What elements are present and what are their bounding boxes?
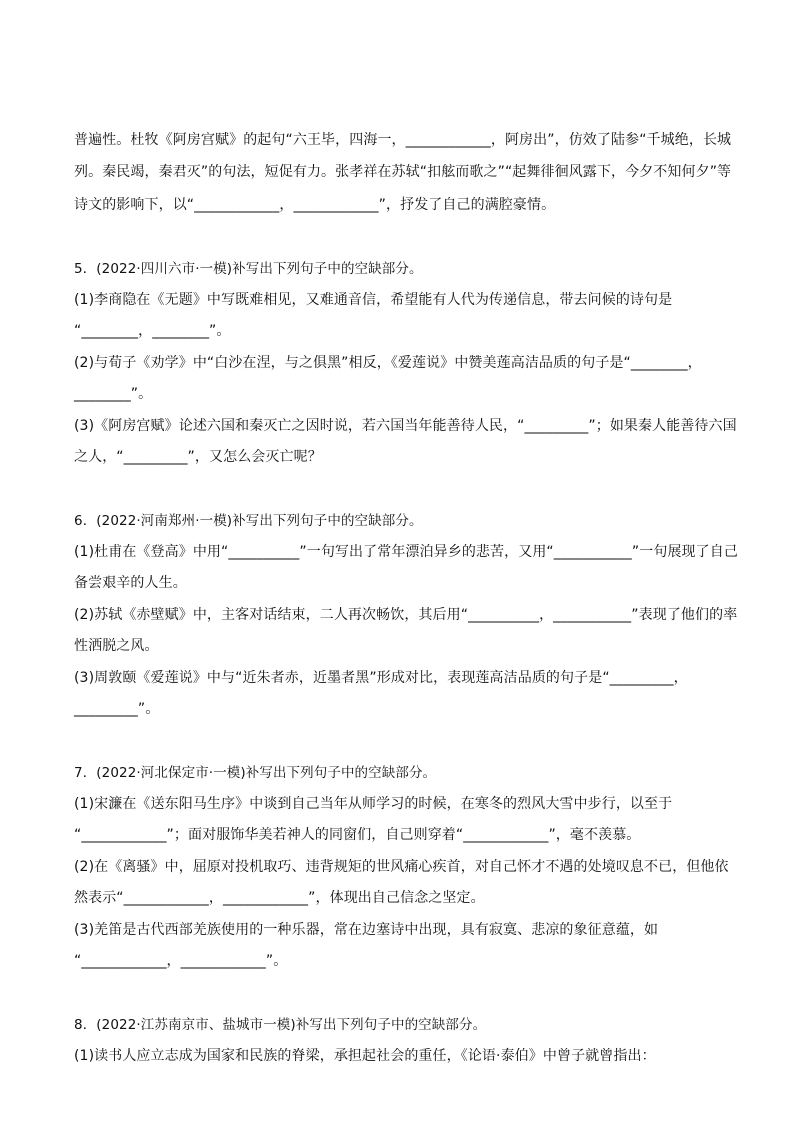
question-7-line: (1)宋濂在《送东阳马生序》中谈到自己当年从师学习的时候，在寒冬的烈风大雪中步行，以至于: [74, 796, 673, 812]
intro-line: 普遍性。杜牧《阿房宫赋》的起句“六王毕，四海一，____________，阿房出”，仿效了陆参“千城绝，长城: [74, 132, 732, 148]
question-5-line: (2)与荀子《劝学》中“白沙在涅，与之俱黑”相反，《爱莲说》中赞美莲高洁品质的句子是“________，: [74, 355, 702, 371]
question-6-header: 6．(2022·河南郑州·一模)补写出下列句子中的空缺部分。: [74, 513, 423, 529]
question-5-line: 之人，“_________”，又怎么会灭亡呢？: [74, 449, 322, 465]
question-6-line: (1)杜甫在《登高》中用“__________”一句写出了常年漂泊异乡的悲苦，又用“___________”一句展现了自己: [74, 544, 738, 560]
question-5-line: (1)李商隐在《无题》中写既难相见，又难通音信，希望能有人代为传递信息，带去问候的诗句是: [74, 292, 673, 308]
question-8-header: 8．(2022·江苏南京市、盐城市一模)补写出下列句子中的空缺部分。: [74, 1017, 487, 1033]
intro-line: 列。秦民竭，秦君灭”的句法，短促有力。张孝祥在苏轼“扣舷而歌之”“起舞徘徊风露下，今夕不知何夕”等: [74, 164, 732, 180]
question-5-line: “________，________”。: [74, 323, 231, 339]
question-7-line: 然表示“____________，____________”，体现出自己信念之坚定。: [74, 890, 485, 906]
question-5-header: 5．(2022·四川六市·一模)补写出下列句子中的空缺部分。: [74, 261, 423, 277]
question-7-line: (2)在《离骚》中，屈原对投机取巧、违背规矩的世风痛心疾首，对自己怀才不遇的处境叹息不已，但他依: [74, 859, 729, 875]
question-6-line: (3)周敦颐《爱莲说》中与“近朱者赤，近墨者黑”形成对比，表现莲高洁品质的句子是“_________，: [74, 670, 688, 686]
question-7-line: “____________”；面对服饰华美若神人的同窗们，自己则穿着“____________”，毫不羡慕。: [74, 827, 641, 843]
question-6-line: _________”。: [74, 701, 160, 717]
question-6-line: 性洒脱之风。: [74, 638, 159, 654]
intro-line: 诗文的影响下，以“____________，____________”，抒发了自己的满腔豪情。: [74, 197, 556, 213]
question-6-line: 备尝艰辛的人生。: [74, 575, 187, 591]
question-7-line: “____________，____________”。: [74, 953, 288, 969]
question-8-line: (1)读书人应立志成为国家和民族的脊梁，承担起社会的重任，《论语·泰伯》中曾子就曾指出：: [74, 1048, 656, 1064]
question-5-line: (3)《阿房宫赋》论述六国和秦灭亡之因时说，若六国当年能善待人民，“_________”；如果秦人能善待六国: [74, 418, 737, 434]
question-7-line: (3)羌笛是古代西部羌族使用的一种乐器，常在边塞诗中出现，具有寂寞、悲凉的象征意蕴，如: [74, 922, 659, 938]
question-7-header: 7．(2022·河北保定市·一模)补写出下列句子中的空缺部分。: [74, 765, 437, 781]
question-6-line: (2)苏轼《赤壁赋》中，主客对话结束，二人再次畅饮，其后用“__________，___________”表现了他们的率: [74, 607, 738, 623]
question-5-line: ________”。: [74, 386, 153, 402]
